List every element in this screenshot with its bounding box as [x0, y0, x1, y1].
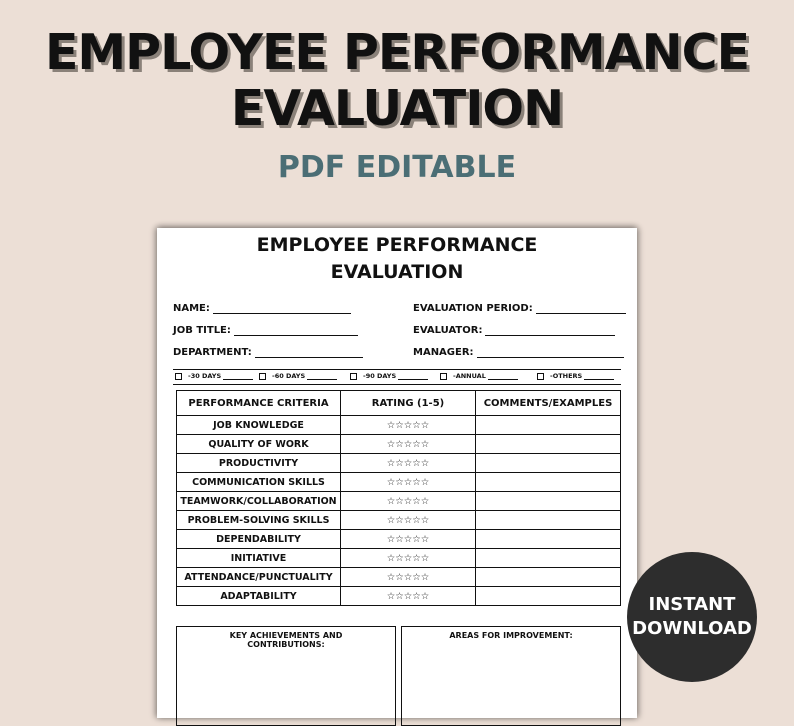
criteria-cell: PRODUCTIVITY	[177, 454, 341, 473]
star-rating-icon[interactable]: ☆☆☆☆☆	[341, 587, 476, 606]
table-row	[177, 416, 621, 435]
criteria-cell: PROBLEM-SOLVING SKILLS	[177, 511, 341, 530]
criteria-cell: TEAMWORK/COLLABORATION	[177, 492, 341, 511]
comments-cell[interactable]	[476, 435, 621, 454]
evaluation-period-field[interactable]	[413, 303, 626, 314]
evaluator-line[interactable]	[485, 325, 615, 336]
areas-for-improvement-box[interactable]	[401, 626, 621, 726]
header-comments: COMMENTS/EXAMPLES	[476, 391, 621, 416]
header-performance-criteria: PERFORMANCE CRITERIA	[177, 391, 341, 416]
table-row	[177, 568, 621, 587]
evaluation-period-label: EVALUATION PERIOD:	[413, 303, 533, 314]
criteria-cell: ADAPTABILITY	[177, 587, 341, 606]
table-row	[177, 587, 621, 606]
comments-cell[interactable]	[476, 492, 621, 511]
table-row	[177, 492, 621, 511]
evaluator-label: EVALUATOR:	[413, 325, 483, 336]
criteria-cell: DEPENDABILITY	[177, 530, 341, 549]
comments-cell[interactable]	[476, 568, 621, 587]
document-title-line-1: EMPLOYEE PERFORMANCE	[256, 234, 538, 256]
comments-cell[interactable]	[476, 511, 621, 530]
criteria-cell: QUALITY OF WORK	[177, 435, 341, 454]
period-option-label: -30 DAYS	[188, 372, 222, 380]
star-rating-icon[interactable]: ☆☆☆☆☆	[341, 435, 476, 454]
criteria-cell: COMMUNICATION SKILLS	[177, 473, 341, 492]
comments-cell[interactable]	[476, 416, 621, 435]
star-rating-icon[interactable]: ☆☆☆☆☆	[341, 511, 476, 530]
job-title-field[interactable]	[173, 325, 358, 336]
star-rating-icon[interactable]: ☆☆☆☆☆	[341, 454, 476, 473]
manager-field[interactable]	[413, 347, 624, 358]
table-row	[177, 511, 621, 530]
job-title-label: JOB TITLE:	[173, 325, 231, 336]
table-row	[177, 473, 621, 492]
star-rating-icon[interactable]: ☆☆☆☆☆	[341, 492, 476, 511]
manager-label: MANAGER:	[413, 347, 474, 358]
areas-for-improvement-label: AREAS FOR IMPROVEMENT:	[449, 631, 573, 640]
criteria-cell: ATTENDANCE/PUNCTUALITY	[177, 568, 341, 587]
checkbox-icon[interactable]	[175, 373, 182, 380]
badge-line-1: INSTANT	[648, 594, 736, 615]
document-title-line-2: EVALUATION	[330, 261, 464, 283]
table-row	[177, 549, 621, 568]
form-sheet	[157, 228, 637, 718]
period-options-bar	[173, 369, 621, 385]
badge-line-2: DOWNLOAD	[632, 618, 752, 639]
period-option-label: -OTHERS	[550, 372, 583, 380]
manager-line[interactable]	[477, 347, 624, 358]
hero-title-line-1: EMPLOYEE PERFORMANCE	[44, 24, 750, 81]
period-option-60-days[interactable]	[259, 372, 337, 380]
checkbox-icon[interactable]	[350, 373, 357, 380]
performance-table	[176, 390, 621, 606]
star-rating-icon[interactable]: ☆☆☆☆☆	[341, 568, 476, 587]
evaluator-field[interactable]	[413, 325, 615, 336]
comments-cell[interactable]	[476, 530, 621, 549]
star-rating-icon[interactable]: ☆☆☆☆☆	[341, 416, 476, 435]
criteria-cell: INITIATIVE	[177, 549, 341, 568]
period-option-30-days[interactable]	[175, 372, 253, 380]
comments-cell[interactable]	[476, 473, 621, 492]
instant-download-badge	[627, 552, 757, 682]
checkbox-icon[interactable]	[440, 373, 447, 380]
hero-subtitle: PDF EDITABLE	[277, 150, 517, 185]
period-option-label: -90 DAYS	[363, 372, 397, 380]
job-title-line[interactable]	[234, 325, 358, 336]
key-achievements-label: KEY ACHIEVEMENTS AND CONTRIBUTIONS:	[229, 631, 343, 649]
table-row	[177, 530, 621, 549]
star-rating-icon[interactable]: ☆☆☆☆☆	[341, 530, 476, 549]
hero-title-line-2: EVALUATION	[230, 80, 564, 137]
comments-cell[interactable]	[476, 454, 621, 473]
department-label: DEPARTMENT:	[173, 347, 252, 358]
comments-cell[interactable]	[476, 549, 621, 568]
header-rating: RATING (1-5)	[341, 391, 476, 416]
checkbox-icon[interactable]	[259, 373, 266, 380]
star-rating-icon[interactable]: ☆☆☆☆☆	[341, 549, 476, 568]
department-field[interactable]	[173, 347, 363, 358]
name-line[interactable]	[213, 303, 351, 314]
checkbox-icon[interactable]	[537, 373, 544, 380]
key-achievements-box[interactable]	[176, 626, 396, 726]
table-row	[177, 454, 621, 473]
star-rating-icon[interactable]: ☆☆☆☆☆	[341, 473, 476, 492]
comments-cell[interactable]	[476, 587, 621, 606]
criteria-cell: JOB KNOWLEDGE	[177, 416, 341, 435]
evaluation-period-line[interactable]	[536, 303, 626, 314]
period-option-90-days[interactable]	[350, 372, 428, 380]
period-option-others[interactable]	[537, 372, 614, 380]
table-row	[177, 435, 621, 454]
department-line[interactable]	[255, 347, 363, 358]
period-option-label: -60 DAYS	[272, 372, 306, 380]
name-label: NAME:	[173, 303, 210, 314]
period-option-label: -ANNUAL	[453, 372, 486, 380]
name-field[interactable]	[173, 303, 351, 314]
period-option-annual[interactable]	[440, 372, 518, 380]
